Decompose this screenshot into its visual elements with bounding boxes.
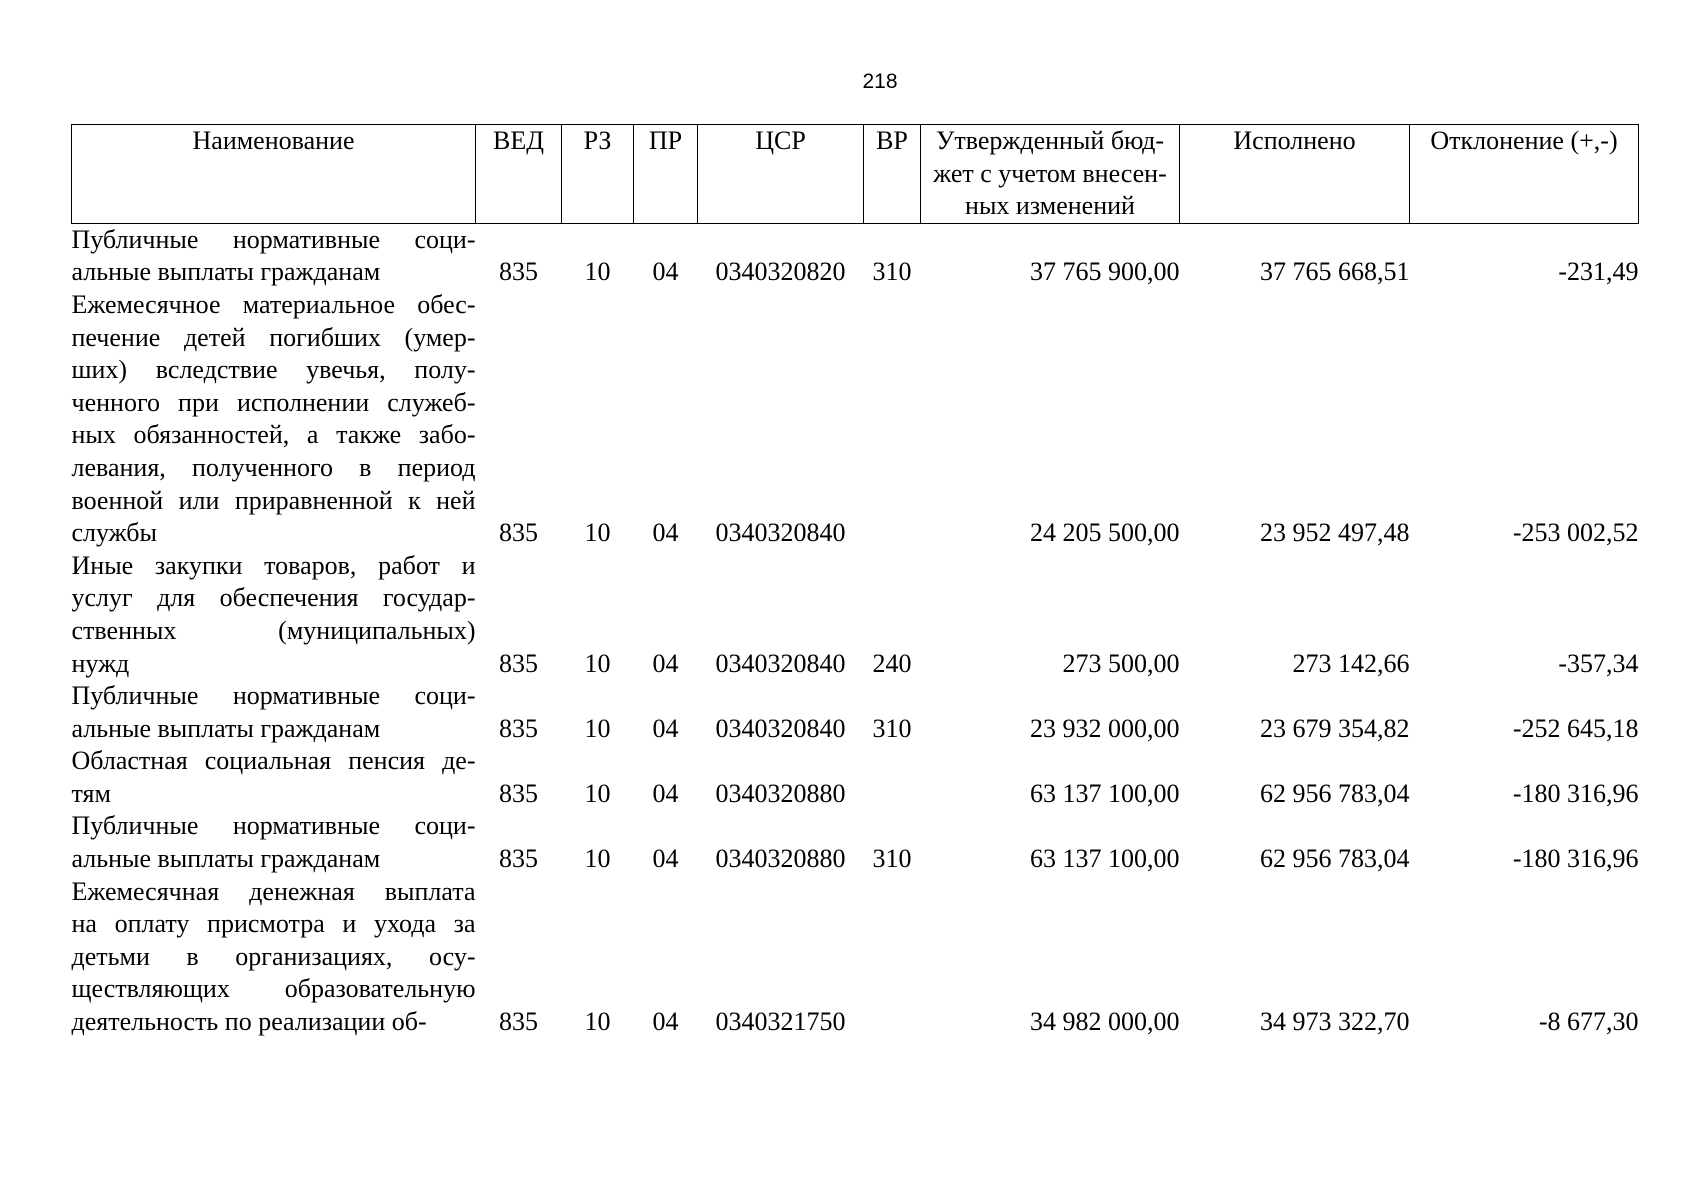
table-header-row: [72, 125, 1639, 224]
table-body: [72, 223, 1639, 1038]
cell-name-line: на оплату присмотра и ухода за: [71, 909, 476, 939]
cell-executed: 273 142,66: [1292, 648, 1410, 678]
cell-executed: 62 956 783,04: [1260, 844, 1410, 874]
cell-executed: 62 956 783,04: [1260, 778, 1410, 808]
cell-name-line: Ежемесячная денежная выплата: [71, 876, 476, 906]
cell-csr: 0340321750: [715, 1007, 846, 1037]
cell-rz: 10: [584, 648, 611, 678]
cell-executed: 34 973 322,70: [1260, 1007, 1410, 1037]
cell-name-line: Публичные нормативные соци-: [71, 811, 476, 841]
header-executed: Исполнено: [1180, 125, 1410, 224]
cell-name-line: Областная социальная пенсия де-: [71, 746, 476, 776]
cell-vr: 310: [872, 257, 912, 287]
cell-name-line: ших) вследствие увечья, полу-: [71, 355, 476, 385]
cell-executed: 23 952 497,48: [1260, 518, 1410, 548]
cell-name-line: услуг для обеспечения государ-: [71, 583, 476, 613]
cell-approved: 273 500,00: [1062, 648, 1180, 678]
cell-rz: 10: [584, 1007, 611, 1037]
cell-name: [72, 876, 476, 1039]
cell-approved: 23 932 000,00: [1030, 713, 1180, 743]
table-row: [72, 550, 1639, 680]
cell-executed: 23 679 354,82: [1260, 713, 1410, 743]
cell-approved: 63 137 100,00: [1030, 844, 1180, 874]
cell-executed: 37 765 668,51: [1260, 257, 1410, 287]
table-row: [72, 810, 1639, 875]
cell-name-line: Публичные нормативные соци-: [71, 224, 476, 254]
cell-vr: [864, 289, 921, 550]
cell-csr: 0340320840: [715, 713, 846, 743]
table-row: [72, 223, 1639, 289]
cell-name: [72, 745, 476, 810]
cell-approved: 63 137 100,00: [1030, 778, 1180, 808]
cell-name: [72, 223, 476, 289]
table-row: [72, 876, 1639, 1039]
cell-name-line: альные выплаты гражданам: [71, 257, 381, 287]
cell-ved: 835: [499, 844, 538, 874]
cell-name-line: службы: [71, 518, 157, 548]
header-csr: ЦСР: [698, 125, 864, 224]
cell-csr: 0340320840: [715, 518, 846, 548]
cell-name-line: нужд: [71, 648, 130, 678]
cell-deviation: -357,34: [1558, 648, 1639, 678]
cell-name-line: Иные закупки товаров, работ и: [71, 550, 476, 580]
cell-name: [72, 550, 476, 680]
header-deviation: Отклонение (+,-): [1410, 125, 1639, 224]
table-row: [72, 680, 1639, 745]
cell-rz: 10: [584, 713, 611, 743]
table-row: [72, 289, 1639, 550]
cell-ved: 835: [499, 518, 538, 548]
cell-name: [72, 810, 476, 875]
cell-name-line: альные выплаты гражданам: [71, 713, 381, 743]
table-row: [72, 745, 1639, 810]
header-pr: ПР: [634, 125, 698, 224]
cell-pr: 04: [652, 518, 679, 548]
cell-name-line: ченного при исполнении служеб-: [71, 387, 476, 417]
header-vr: ВР: [864, 125, 921, 224]
cell-deviation: -252 645,18: [1512, 713, 1639, 743]
cell-csr: 0340320820: [715, 257, 846, 287]
page-number: 218: [862, 70, 898, 93]
cell-csr: 0340320880: [715, 778, 846, 808]
cell-vr: 310: [872, 844, 912, 874]
cell-name: [72, 289, 476, 550]
cell-pr: 04: [652, 713, 679, 743]
cell-rz: 10: [584, 257, 611, 287]
cell-ved: 835: [499, 778, 538, 808]
header-approved: Утвержденный бюд-жет с учетом внесен-ных изменений: [921, 125, 1180, 224]
budget-execution-table: [71, 124, 1639, 1039]
cell-ved: 835: [499, 257, 538, 287]
cell-rz: 10: [584, 844, 611, 874]
cell-pr: 04: [652, 257, 679, 287]
cell-deviation: -8 677,30: [1538, 1007, 1639, 1037]
cell-deviation: -180 316,96: [1512, 844, 1639, 874]
cell-name-line: военной или приравненной к ней: [71, 485, 476, 515]
cell-vr: 240: [872, 648, 912, 678]
cell-ved: 835: [499, 713, 538, 743]
cell-name-line: Публичные нормативные соци-: [71, 681, 476, 711]
cell-ved: 835: [499, 1007, 538, 1037]
cell-name-line: ществляющих образовательную: [71, 974, 476, 1004]
cell-name-line: детьми в организациях, осу-: [71, 941, 476, 971]
cell-name: [72, 680, 476, 745]
cell-pr: 04: [652, 844, 679, 874]
cell-rz: 10: [584, 518, 611, 548]
cell-name-line: Ежемесячное материальное обес-: [71, 289, 476, 319]
cell-rz: 10: [584, 778, 611, 808]
cell-approved: 37 765 900,00: [1030, 257, 1180, 287]
cell-deviation: -231,49: [1558, 257, 1639, 287]
cell-approved: 34 982 000,00: [1030, 1007, 1180, 1037]
cell-csr: 0340320880: [715, 844, 846, 874]
cell-pr: 04: [652, 648, 679, 678]
cell-name-line: левания, полученного в период: [71, 452, 476, 482]
header-rz: РЗ: [562, 125, 634, 224]
cell-ved: 835: [499, 648, 538, 678]
cell-name-line: деятельность по реализации об-: [71, 1007, 427, 1037]
cell-deviation: -253 002,52: [1512, 518, 1639, 548]
cell-pr: 04: [652, 1007, 679, 1037]
cell-deviation: -180 316,96: [1512, 778, 1639, 808]
cell-vr: 310: [872, 713, 912, 743]
header-ved: ВЕД: [476, 125, 562, 224]
header-name: Наименование: [72, 125, 476, 224]
cell-name-line: печение детей погибших (умер-: [71, 322, 476, 352]
cell-approved: 24 205 500,00: [1030, 518, 1180, 548]
cell-name-line: ных обязанностей, а также забо-: [71, 420, 476, 450]
cell-pr: 04: [652, 778, 679, 808]
cell-name-line: тям: [71, 778, 111, 808]
cell-name-line: альные выплаты гражданам: [71, 844, 381, 874]
cell-name-line: ственных (муниципальных): [71, 615, 476, 645]
cell-csr: 0340320840: [715, 648, 846, 678]
cell-vr: [864, 876, 921, 1039]
cell-vr: [864, 745, 921, 810]
